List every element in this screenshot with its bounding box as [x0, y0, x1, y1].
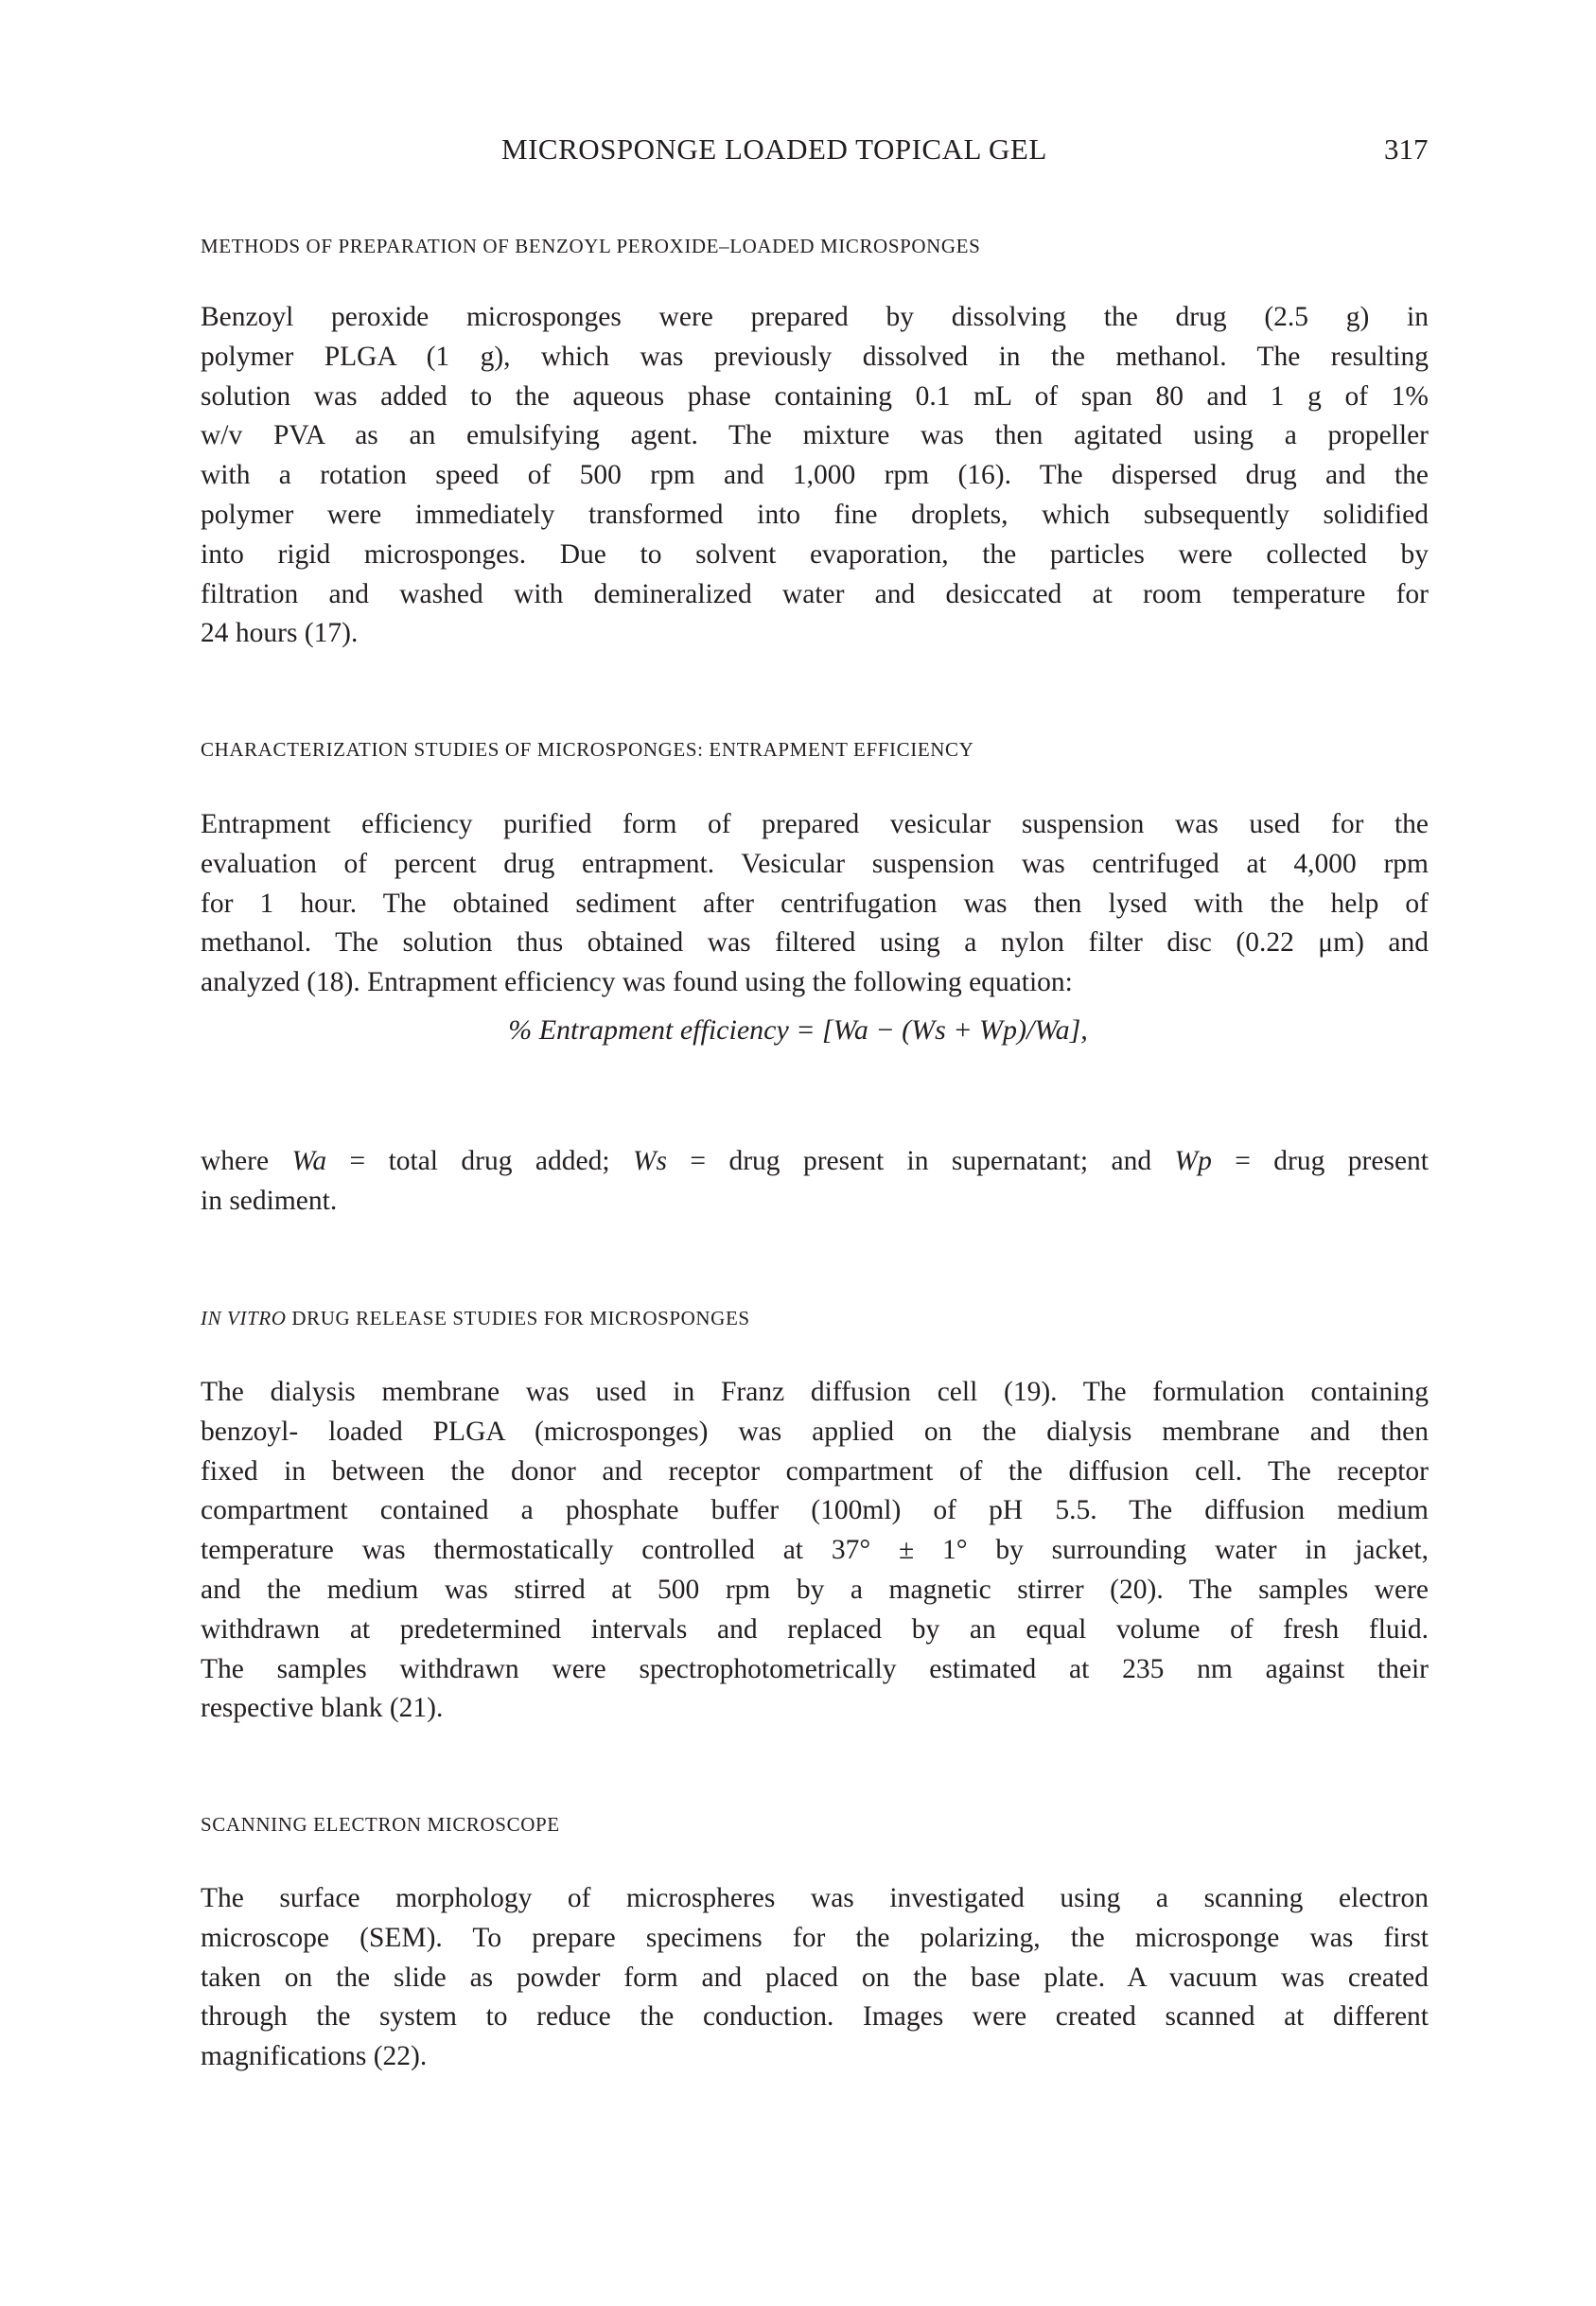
- variable-ws: Ws: [632, 1146, 668, 1176]
- text-line: through the system to reduce the conduction. Images were created scanned at different: [201, 2001, 1429, 2033]
- text: where: [201, 1146, 292, 1176]
- paragraph-entrapment: [201, 805, 1429, 1003]
- entrapment-equation: % Entrapment efficiency = [Wa − (Ws + Wp)/Wa],: [508, 1014, 1088, 1046]
- equation-definitions: [201, 1142, 1429, 1222]
- text-line: magnifications (22).: [201, 2041, 428, 2072]
- text-line: solution was added to the aqueous phase containing 0.1 mL of span 80 and 1 g of 1%: [201, 380, 1429, 412]
- text: = drug present in supernatant; and: [667, 1146, 1175, 1176]
- text-line: compartment contained a phosphate buffer (100ml) of pH 5.5. The diffusion medium: [201, 1495, 1429, 1526]
- section-heading-preparation: METHODS OF PREPARATION OF BENZOYL PEROXIDE–LOADED MICROSPONGES: [201, 235, 981, 257]
- text-line: temperature was thermostatically controlled at 37° ± 1° by surrounding water in jacket,: [201, 1535, 1429, 1566]
- text-line: Entrapment efficiency purified form of prepared vesicular suspension was used for the: [201, 809, 1429, 839]
- text-line: benzoyl- loaded PLGA (microsponges) was applied on the dialysis membrane and then: [201, 1416, 1429, 1447]
- paragraph-in-vitro: [201, 1373, 1429, 1729]
- text-line: respective blank (21).: [201, 1693, 444, 1724]
- text-line: into rigid microsponges. Due to solvent evaporation, the particles were collected by: [201, 538, 1429, 570]
- text-line: polymer PLGA (1 g), which was previously dissolved in the methanol. The resulting: [201, 341, 1429, 372]
- variable-wa: Wa: [291, 1146, 327, 1176]
- paragraph-preparation: [201, 298, 1429, 654]
- heading-italic: IN VITRO: [201, 1307, 287, 1329]
- text-line: evaluation of percent drug entrapment. Vesicular suspension was centrifuged at 4,000 rpm: [201, 848, 1429, 879]
- text-line: The dialysis membrane was used in Franz diffusion cell (19). The formulation containing: [201, 1377, 1429, 1407]
- variable-wp: Wp: [1174, 1146, 1212, 1176]
- text: = total drug added;: [326, 1146, 633, 1176]
- text-line: fixed in between the donor and receptor compartment of the diffusion cell. The receptor: [201, 1455, 1429, 1487]
- text-line: with a rotation speed of 500 rpm and 1,000 rpm (16). The dispersed drug and the: [201, 460, 1429, 491]
- definitions-line: in sediment.: [201, 1185, 338, 1216]
- heading-text: DRUG RELEASE STUDIES FOR MICROSPONGES: [286, 1307, 750, 1329]
- text-line: 24 hours (17).: [201, 618, 359, 649]
- text: = drug present: [1211, 1146, 1429, 1176]
- text-line: for 1 hour. The obtained sediment after centrifugation was then lysed with the help of: [201, 888, 1429, 919]
- section-heading-entrapment: CHARACTERIZATION STUDIES OF MICROSPONGES: ENTRAPMENT EFFICIENCY: [201, 738, 974, 761]
- text-line: microscope (SEM). To prepare specimens for the polarizing, the microsponge was first: [201, 1922, 1429, 1953]
- text-line: Benzoyl peroxide microsponges were prepared by dissolving the drug (2.5 g) in: [201, 302, 1429, 332]
- section-heading-in-vitro: [201, 1307, 750, 1330]
- text-line: The surface morphology of microspheres was investigated using a scanning electron: [201, 1883, 1429, 1913]
- section-heading-sem: SCANNING ELECTRON MICROSCOPE: [201, 1813, 560, 1836]
- page-number: 317: [1384, 132, 1429, 166]
- running-title: MICROSPONGE LOADED TOPICAL GEL: [501, 132, 1047, 166]
- definitions-line: [201, 1142, 1429, 1182]
- text-line: withdrawn at predetermined intervals and replaced by an equal volume of fresh fluid.: [201, 1613, 1429, 1645]
- text-line: The samples withdrawn were spectrophotometrically estimated at 235 nm against their: [201, 1653, 1429, 1684]
- text-line: analyzed (18). Entrapment efficiency was found using the following equation:: [201, 967, 1073, 998]
- text-line: and the medium was stirred at 500 rpm by a magnetic stirrer (20). The samples were: [201, 1574, 1429, 1605]
- text-line: methanol. The solution thus obtained was filtered using a nylon filter disc (0.22 μm) and: [201, 927, 1429, 959]
- text-line: polymer were immediately transformed into fine droplets, which subsequently solidified: [201, 499, 1429, 530]
- text-line: w/v PVA as an emulsifying agent. The mixture was then agitated using a propeller: [201, 420, 1429, 451]
- text-line: taken on the slide as powder form and placed on the base plate. A vacuum was created: [201, 1962, 1429, 1993]
- text-line: filtration and washed with demineralized water and desiccated at room temperature for: [201, 578, 1429, 609]
- paragraph-sem: [201, 1879, 1429, 2077]
